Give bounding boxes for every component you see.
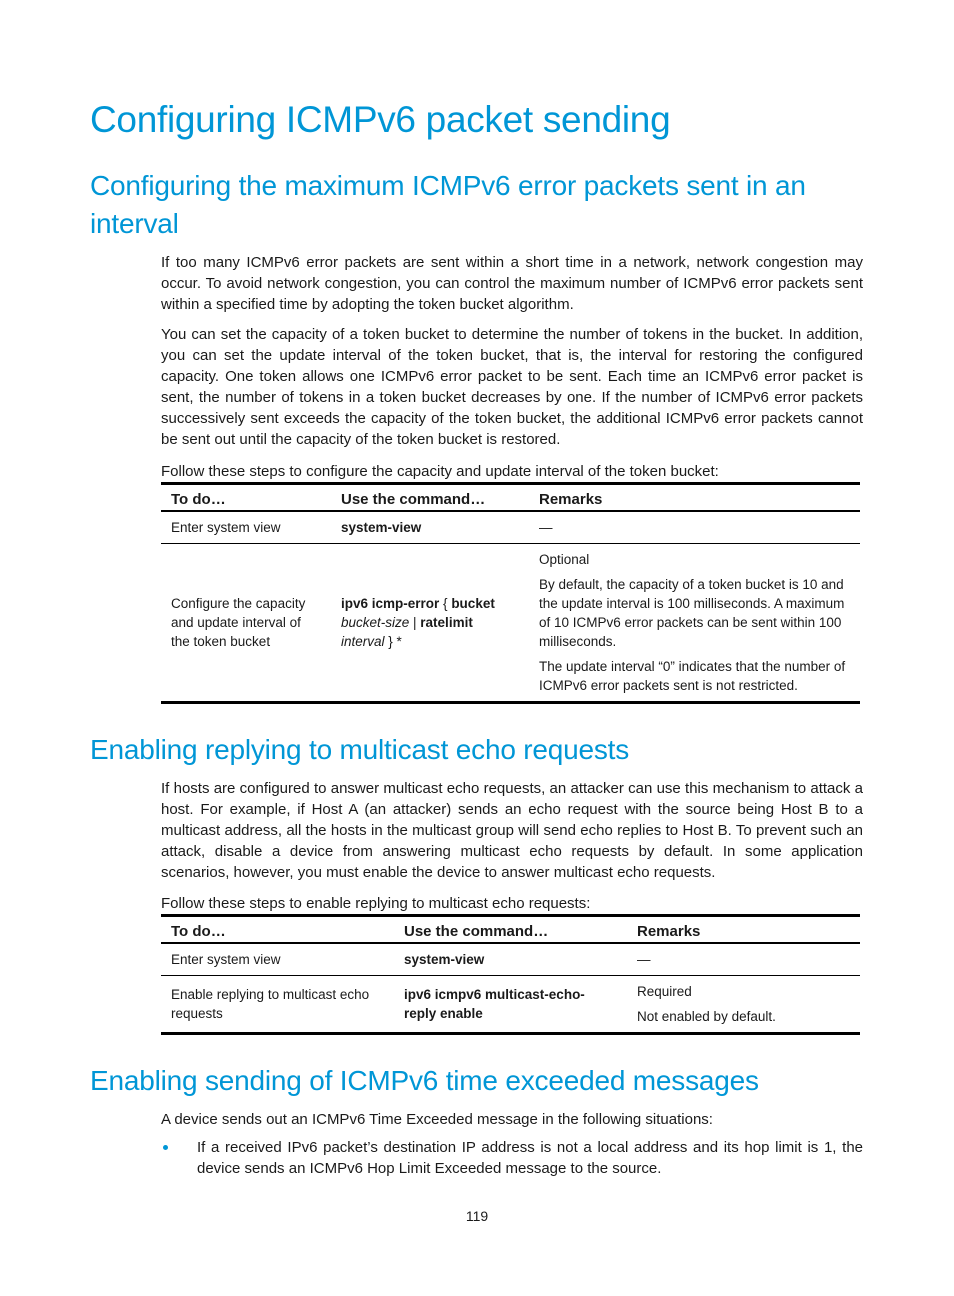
todo-cell: Enter system view xyxy=(161,943,394,976)
table-header-row xyxy=(161,484,860,512)
command-keyword: ratelimit xyxy=(420,615,473,630)
remark-line: Required xyxy=(637,984,692,999)
paragraph: A device sends out an ICMPv6 Time Exceeded message in the following situations: xyxy=(161,1111,713,1128)
paragraph: Follow these steps to configure the capacity and update interval of the token bucket: xyxy=(161,463,719,480)
command-keyword: ipv6 icmp-error xyxy=(341,596,440,611)
todo-cell: Configure the capacity and update interval of the token bucket xyxy=(161,544,331,703)
command-argument: interval xyxy=(341,634,385,649)
bullet-icon xyxy=(163,1145,168,1150)
column-header: Use the command… xyxy=(394,916,627,944)
paragraph: You can set the capacity of a token bucket to determine the number of tokens in the bucket. In addition, you can set the update interval of the token bucket, that is, the interval for restoring the configured capacity. One token allows one ICMPv6 error packet to be sent. Each time an ICMPv6 error packet is sent, the number of tokens in a token bucket decreases by one. If the number of ICMPv6 error packets successively sent exceeds the capacity of the token bucket, the additional ICMPv6 error packets cannot be sent out until the capacity of the token bucket is restored. xyxy=(161,326,863,448)
column-header: To do… xyxy=(161,484,331,512)
multicast-echo-config-table xyxy=(161,914,860,1035)
token-bucket-config-table xyxy=(161,482,860,704)
list-item-text: If a received IPv6 packet’s destination IP address is not a local address and its hop limit is 1, the device sends an ICMPv6 Hop Limit Exceeded message to the source. xyxy=(197,1139,863,1177)
column-header: To do… xyxy=(161,916,394,944)
table-row xyxy=(161,943,860,976)
paragraph: If too many ICMPv6 error packets are sent within a short time in a network, network congestion may occur. To avoid network congestion, you can control the maximum number of ICMPv6 error packets sent within a specified time by adopting the token bucket algorithm. xyxy=(161,254,863,313)
section-heading-max-error-packets: Configuring the maximum ICMPv6 error packets sent in an interval xyxy=(90,170,806,239)
command-keyword: bucket xyxy=(451,596,495,611)
situation-list xyxy=(161,1137,863,1179)
page-title: Configuring ICMPv6 packet sending xyxy=(90,99,671,140)
remarks-cell xyxy=(627,976,860,1034)
section-heading-time-exceeded: Enabling sending of ICMPv6 time exceeded messages xyxy=(90,1065,759,1096)
column-header: Use the command… xyxy=(331,484,529,512)
column-header: Remarks xyxy=(529,484,860,512)
table-header-row xyxy=(161,916,860,944)
remarks-cell: — xyxy=(529,511,860,544)
remark-line: The update interval “0” indicates that the number of ICMPv6 error packets sent is not restricted. xyxy=(539,659,846,693)
command-cell: ipv6 icmpv6 multicast-echo-reply enable xyxy=(394,976,627,1034)
command-cell: system-view xyxy=(331,511,529,544)
remark-line: Optional xyxy=(539,552,590,567)
paragraph: If hosts are configured to answer multicast echo requests, an attacker can use this mechanism to attack a host. For example, if Host A (an attacker) sends an echo request with the source being Host B to a multicast address, all the hosts in the multicast group will send echo replies to Host B. To prevent such an attack, disable a device from answering multicast echo requests by default. In some application scenarios, however, you must enable the device to answer multicast echo requests. xyxy=(161,780,863,881)
todo-cell: Enter system view xyxy=(161,511,331,544)
table-row xyxy=(161,976,860,1034)
command-cell xyxy=(331,544,529,703)
command-syntax: { xyxy=(439,596,452,611)
todo-cell: Enable replying to multicast echo requests xyxy=(161,976,394,1034)
table-row xyxy=(161,544,860,703)
page-number: 119 xyxy=(465,1208,489,1224)
remark-line: Not enabled by default. xyxy=(637,1009,776,1024)
command-syntax: | xyxy=(409,615,421,630)
column-header: Remarks xyxy=(627,916,860,944)
remarks-cell xyxy=(529,544,860,703)
list-item xyxy=(161,1137,863,1179)
command-cell: system-view xyxy=(394,943,627,976)
section-heading-multicast-echo: Enabling replying to multicast echo requests xyxy=(90,734,630,765)
table-row xyxy=(161,511,860,544)
remark-line: By default, the capacity of a token bucket is 10 and the update interval is 100 milliseconds. A maximum of 10 ICMPv6 error packets can be sent within 100 milliseconds. xyxy=(539,577,845,649)
paragraph: Follow these steps to enable replying to multicast echo requests: xyxy=(161,895,591,912)
remarks-cell: — xyxy=(627,943,860,976)
command-argument: bucket-size xyxy=(341,615,410,630)
command-syntax: } * xyxy=(384,634,402,649)
